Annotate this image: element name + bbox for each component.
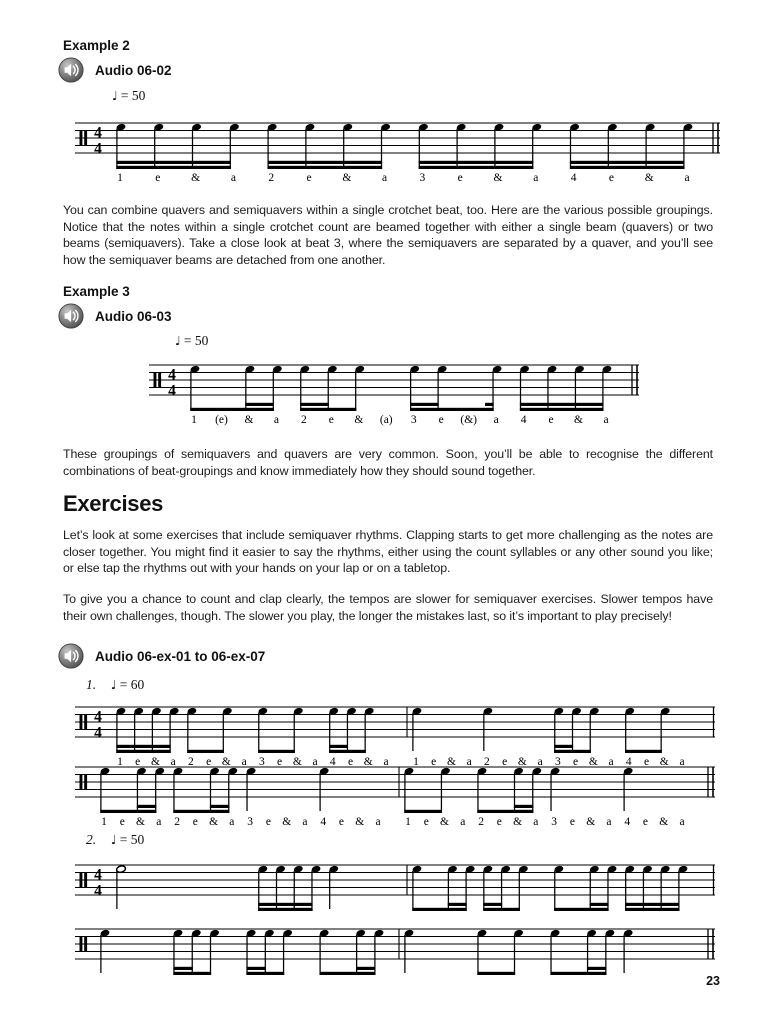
paragraph-exercises-intro: Let’s look at some exercises that include semiquaver rhythms. Clapping starts to get more challenging as the notes are closer together. You might find it easier to say the rhythms, either using the count syllables or any other sound you like; or else tap the rhythms out with your hands on your lap or on a tabletop. [63, 528, 713, 576]
svg-text:a: a [170, 756, 176, 768]
svg-text:&: & [659, 816, 669, 828]
audio-row-example2 [58, 57, 172, 83]
svg-text:&: & [517, 756, 527, 768]
tempo-marking-example2: ♩ = 50 [112, 88, 146, 103]
audio-row-exercises [58, 643, 265, 669]
svg-text:e: e [277, 756, 283, 768]
svg-text:(e): (e) [215, 414, 228, 426]
svg-text:a: a [230, 172, 236, 184]
svg-text:4: 4 [520, 414, 527, 426]
svg-text:e: e [119, 816, 125, 828]
svg-text:&: & [150, 756, 160, 768]
svg-text:4: 4 [624, 816, 631, 828]
svg-text:e: e [502, 756, 508, 768]
paragraph-groupings: These groupings of semiquavers and quavers are very common. Soon, you’ll be able to recognise the different combinations of beat-groupings and know immediately how they should sound together. [63, 447, 713, 478]
quarter-note-icon: ♩ [175, 333, 181, 348]
audio-label-example3: Audio 06-03 [95, 308, 172, 324]
svg-text:&: & [659, 756, 669, 768]
svg-text:e: e [423, 816, 429, 828]
audio-label-example2: Audio 06-02 [95, 62, 172, 78]
svg-text:e: e [347, 756, 354, 768]
svg-text:a: a [533, 816, 539, 828]
svg-text:a: a [533, 172, 539, 184]
paragraph-exercises-tempo: To give you a chance to count and clap clearly, the tempos are slower for semiquaver exercises. Slower tempos have their own challenges, though. The slower you play, the longer the mistakes last, so it’s important to play precisely! [63, 592, 713, 623]
svg-text:4: 4 [94, 882, 102, 900]
svg-text:e: e [206, 756, 212, 768]
svg-text:a: a [603, 414, 609, 426]
svg-text:&: & [282, 816, 292, 828]
svg-text:&: & [574, 414, 584, 426]
staff-exercise2-line1 [75, 859, 715, 915]
svg-text:3: 3 [410, 414, 417, 426]
svg-text:&: & [513, 816, 523, 828]
svg-text:1: 1 [117, 756, 123, 768]
svg-text:4: 4 [168, 382, 176, 400]
exercise2-number-row: 2. ♩ = 50 [86, 832, 145, 847]
quarter-note-icon: ♩ [112, 88, 118, 103]
svg-text:2: 2 [268, 172, 275, 184]
svg-text:e: e [265, 816, 271, 828]
svg-text:1: 1 [117, 172, 123, 184]
svg-text:e: e [328, 414, 334, 426]
svg-text:&: & [493, 172, 503, 184]
svg-text:&: & [354, 414, 364, 426]
svg-text:2: 2 [174, 816, 180, 828]
staff-example3 [149, 359, 639, 429]
svg-text:&: & [588, 756, 598, 768]
svg-text:4: 4 [94, 124, 102, 142]
example2-heading: Example 2 [63, 38, 130, 53]
svg-text:a: a [460, 816, 466, 828]
svg-text:&: & [586, 816, 596, 828]
svg-text:e: e [306, 172, 312, 184]
quarter-note-icon: ♩ [110, 832, 117, 847]
svg-text:a: a [156, 816, 162, 828]
svg-text:1: 1 [413, 756, 419, 768]
audio-row-example3 [58, 303, 172, 329]
staff-example2 [75, 117, 720, 187]
svg-text:(a): (a) [379, 414, 393, 426]
svg-text:e: e [155, 172, 161, 184]
svg-text:a: a [679, 816, 685, 828]
svg-text:e: e [548, 414, 554, 426]
svg-text:2: 2 [484, 756, 490, 768]
svg-text:e: e [642, 816, 649, 828]
quarter-note-icon: ♩ [110, 677, 117, 692]
svg-text:4: 4 [625, 756, 632, 768]
svg-text:a: a [302, 816, 308, 828]
svg-text:e: e [338, 816, 345, 828]
svg-text:3: 3 [419, 172, 426, 184]
svg-text:e: e [608, 172, 614, 184]
svg-text:a: a [493, 414, 499, 426]
svg-text:a: a [466, 756, 472, 768]
svg-text:&: & [292, 756, 302, 768]
svg-text:4: 4 [320, 816, 327, 828]
exercises-heading: Exercises [63, 491, 164, 516]
svg-text:3: 3 [247, 816, 254, 828]
svg-text:3: 3 [554, 756, 561, 768]
audio-speaker-icon [58, 303, 84, 329]
staff-exercise1-line2 [75, 761, 715, 831]
svg-text:a: a [383, 756, 389, 768]
staff-exercise2-line2 [75, 923, 715, 979]
exercise1-number: 1. [86, 677, 97, 692]
paragraph-combine: You can combine quavers and semiquavers within a single crotchet beat, too. Here are the various possible groupings. Notice that the notes within a single crotchet count are beamed together with either a single beam (quavers) or two beams (semiquavers). Take a close look at beat 3, where the semiquavers are separated by a quaver, and you’ll see how the semiquaver beams are detached from one another. [63, 203, 713, 267]
svg-text:(&): (&) [460, 414, 477, 426]
svg-text:a: a [241, 756, 247, 768]
svg-text:a: a [679, 756, 685, 768]
svg-text:e: e [135, 756, 141, 768]
audio-speaker-icon [58, 643, 84, 669]
exercise1-number-row: 1. ♩ = 60 [86, 677, 145, 692]
svg-text:a: a [273, 414, 279, 426]
svg-text:e: e [192, 816, 198, 828]
svg-text:e: e [431, 756, 437, 768]
svg-text:&: & [342, 172, 352, 184]
svg-text:a: a [382, 172, 388, 184]
svg-text:&: & [136, 816, 146, 828]
audio-speaker-icon [58, 57, 84, 83]
svg-text:&: & [244, 414, 254, 426]
svg-text:a: a [606, 816, 612, 828]
example3-heading: Example 3 [63, 284, 130, 299]
svg-text:a: a [537, 756, 543, 768]
audio-label-exercises: Audio 06-ex-01 to 06-ex-07 [95, 648, 266, 664]
exercise2-number: 2. [86, 832, 97, 847]
svg-text:&: & [644, 172, 654, 184]
svg-text:3: 3 [551, 816, 558, 828]
svg-text:e: e [573, 756, 579, 768]
svg-text:&: & [440, 816, 450, 828]
svg-text:&: & [363, 756, 373, 768]
svg-text:4: 4 [94, 724, 102, 742]
svg-text:&: & [191, 172, 201, 184]
svg-text:e: e [496, 816, 502, 828]
svg-text:e: e [438, 414, 444, 426]
svg-text:2: 2 [188, 756, 194, 768]
svg-text:a: a [312, 756, 318, 768]
svg-text:a: a [375, 816, 381, 828]
svg-text:4: 4 [94, 866, 102, 884]
svg-text:&: & [355, 816, 365, 828]
svg-text:2: 2 [300, 414, 307, 426]
svg-text:e: e [643, 756, 650, 768]
svg-text:2: 2 [478, 816, 484, 828]
svg-text:4: 4 [94, 140, 102, 158]
svg-text:e: e [457, 172, 463, 184]
svg-text:4: 4 [329, 756, 336, 768]
svg-text:4: 4 [94, 708, 102, 726]
svg-text:4: 4 [168, 366, 176, 384]
svg-text:1: 1 [101, 816, 107, 828]
svg-text:a: a [684, 172, 690, 184]
svg-text:&: & [209, 816, 219, 828]
svg-text:4: 4 [570, 172, 577, 184]
svg-text:3: 3 [258, 756, 265, 768]
svg-text:1: 1 [405, 816, 411, 828]
tempo-marking-example3: ♩ = 50 [175, 333, 209, 348]
page-number: 23 [706, 974, 720, 988]
svg-text:1: 1 [191, 414, 197, 426]
svg-text:a: a [608, 756, 614, 768]
svg-text:e: e [569, 816, 575, 828]
svg-text:a: a [229, 816, 235, 828]
svg-text:&: & [221, 756, 231, 768]
svg-text:&: & [446, 756, 456, 768]
